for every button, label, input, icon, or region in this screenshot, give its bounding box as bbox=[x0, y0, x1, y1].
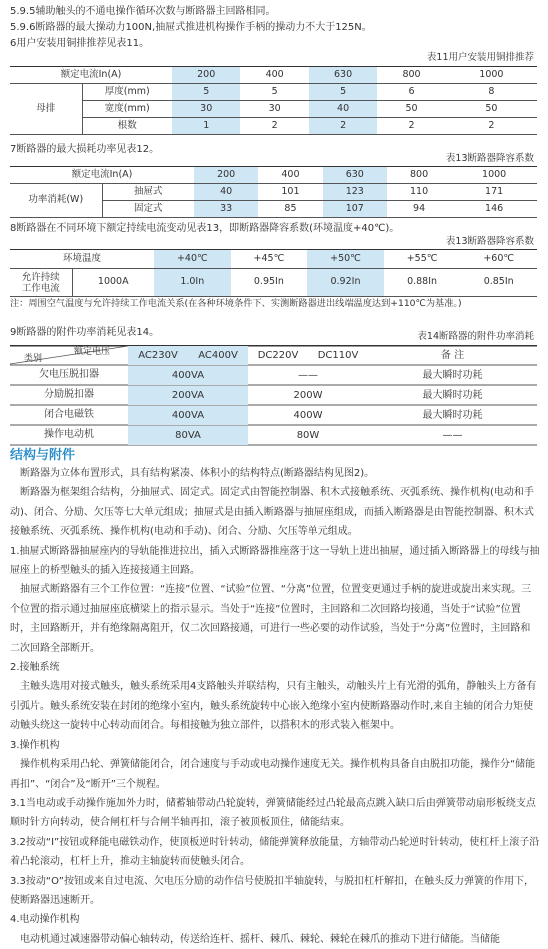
row-label: 厚度(mm) bbox=[82, 84, 172, 101]
rated-voltage-head: 额定电压 bbox=[74, 347, 111, 357]
ambient-temp-label: 环境温度 bbox=[10, 250, 154, 269]
table-row bbox=[10, 250, 537, 269]
table-cell: 40 bbox=[309, 101, 377, 118]
table-cell: +60℃ bbox=[460, 250, 537, 269]
paragraph: 3.1当电动或手动操作施加外力时，储蓄轴带动凸轮旋转，弹簧储能经过凸轮最高点跳入缺口后由弹簧带动扇形板绕支点顺时针方向转动，使合闸杠杆与合闸半轴再扣，滚子被顶板顶住，储能结束。 bbox=[10, 797, 536, 829]
table-cell: 85 bbox=[258, 201, 322, 218]
table-cell: +55℃ bbox=[384, 250, 461, 269]
table-14-intro: 9断路器的附件功率消耗见表14。 bbox=[10, 327, 160, 338]
paragraph: 3.3按动“O”按钮或来自过电流、欠电压分励的动作信号使脱扣半轴旋转，与脱扣杠杆解扣，在触头反力弹簧的作用下，使断路器迅速断开。 bbox=[10, 875, 534, 906]
table-cell: 40 bbox=[194, 184, 258, 201]
table-cell: 80W bbox=[296, 430, 320, 441]
table-cell: 2 bbox=[446, 118, 537, 135]
section-body bbox=[10, 464, 540, 949]
paragraph: 主触头选用对接式触头，触头系统采用4支路触头并联结构，只有主触头，动触头片上有光滑的弧角，静触头上方备有引弧片。触头系统安装在封闭的绝缘小室内，触头系统旋转中心嵌入绝缘小室内使断路器动作时,来自主轴的闭合力矩使动触头绕这一旋转中心转动而闭合。每相接触为独立部件，以搭积木的形式装入框架中。 bbox=[10, 681, 537, 732]
table-cell: 2 bbox=[377, 118, 445, 135]
table-12-intro: 7断路器的最大损耗功率见表12。 bbox=[10, 144, 160, 155]
paragraph: 断路器为框架组合结构，分抽屉式、固定式。固定式由智能控制器、积木式接触系统、灭弧系统、操作机构(电动和手动)、闭合、分励、欠压等七大单元组成；抽屉式是由插入断路器与抽屉座组成，而插入断路器是由智能控制器、积木式接触系统、灭弧系统、操作机构(电动和手动)、闭合、分励、欠压等单元组成。 bbox=[10, 487, 534, 538]
table-cell: —— bbox=[442, 430, 463, 441]
table-cell: 5 bbox=[172, 84, 240, 101]
intro-line-1: 5.9.5辅助触头的不通电操作循环次数与断路器主回路相同。 bbox=[10, 6, 276, 17]
table-cell: 171 bbox=[451, 184, 537, 201]
row-label: 宽度(mm) bbox=[82, 101, 172, 118]
table-cell: 800 bbox=[387, 167, 451, 184]
table-cell: 50 bbox=[377, 101, 445, 118]
table-cell: 33 bbox=[194, 201, 258, 218]
table-11-caption: 表11用户安装用铜排推荐 bbox=[426, 52, 534, 63]
table-cell: 200 bbox=[172, 67, 240, 84]
table-13-note: 注：周围空气温度与允许持续工作电流关系(在各种环境条件下、实测断路器进出线端温度达到+110℃为基准。) bbox=[10, 298, 462, 309]
table-cell: 400W bbox=[293, 410, 323, 421]
table-11 bbox=[10, 66, 537, 135]
table-cell: 5 bbox=[309, 84, 377, 101]
table-cell: 101 bbox=[258, 184, 322, 201]
table-14-caption: 表14断路器的附件功率消耗 bbox=[417, 331, 534, 342]
table-12 bbox=[10, 166, 537, 218]
table-cell: +40℃ bbox=[154, 250, 231, 269]
table-cell: 200VA bbox=[128, 386, 248, 405]
table-cell: 1.0In bbox=[154, 269, 231, 297]
row-label: 闭合电磁铁 bbox=[44, 409, 94, 420]
table-cell: 2 bbox=[309, 118, 377, 135]
table-cell: 最大瞬时功耗 bbox=[422, 370, 483, 381]
allowed-current-label-1: 允许持续 bbox=[21, 271, 60, 283]
table-cell: 6 bbox=[377, 84, 445, 101]
table-cell: 2 bbox=[240, 118, 308, 135]
paragraph: 操作机构采用凸轮、弹簧储能闭合，闭合速度与手动或电动操作速度无关。操作机构具备自由脱扣功能，操作分“储能再扣”、“闭合”及“断开”三个规程。 bbox=[10, 759, 536, 790]
table-cell: 400 bbox=[258, 167, 322, 184]
paragraph: 3.2按动“I”按钮或释能电磁铁动作，使顶板逆时针转动，储能弹簧释放能量，方轴带动凸轮逆时针转动，使杠杆上滚子沿着凸轮滚动，杠杆上升，推动主轴旋转而使触头闭合。 bbox=[10, 836, 540, 868]
allowed-current-label-2: 工作电流 bbox=[21, 282, 60, 294]
table-cell: 5 bbox=[240, 84, 308, 101]
row-label: 操作电动机 bbox=[44, 429, 94, 440]
rated-current-label: 额定电流In(A) bbox=[10, 67, 172, 84]
table-14 bbox=[10, 345, 537, 452]
table-row bbox=[10, 84, 537, 101]
table-cell: 107 bbox=[323, 201, 387, 218]
table-row bbox=[10, 184, 537, 201]
section-title: 结构与附件 bbox=[10, 448, 76, 463]
table-cell: +50℃ bbox=[307, 250, 384, 269]
row-label: 分励脱扣器 bbox=[44, 389, 94, 400]
table-row bbox=[10, 167, 537, 184]
row-label: 根数 bbox=[82, 118, 172, 135]
table-cell: 200 bbox=[194, 167, 258, 184]
table-12-caption: 表13断路器降容系数 bbox=[445, 153, 534, 164]
table-13-caption: 表13断路器降容系数 bbox=[445, 236, 534, 247]
paragraph: 抽屉式断路器有三个工作位置：“连接”位置、“试验”位置、“分离”位置，位置变更通过手柄的旋进或旋出来实现。三个位置的指示通过抽屉座底横梁上的指示显示。当处于“连接”位置时，主回路和二次回路均接通，当处于“试验”位置时，主回路断开，并有绝缘隔离阻开，仅二次回路接通，可进行一些必要的动作试验，当处于“分离”位置时，主回路和二次回路全部断开。 bbox=[10, 584, 532, 654]
table-cell: 1 bbox=[172, 118, 240, 135]
table-cell: 0.85In bbox=[460, 269, 537, 297]
rated-current-label: 额定电流In(A) bbox=[10, 167, 194, 184]
table-cell: 30 bbox=[172, 101, 240, 118]
table-cell: 94 bbox=[387, 201, 451, 218]
paragraph: 电动机通过减速器带动偏心轴转动，传送给连杆、摇杆、棘爪、棘轮、棘轮在棘爪的推动下进行储能。当储能 bbox=[10, 933, 500, 945]
table-cell: 146 bbox=[451, 201, 537, 218]
rated-current: 1000A bbox=[72, 269, 154, 297]
table-row bbox=[10, 67, 537, 84]
power-loss-label: 功率消耗(W) bbox=[10, 184, 102, 218]
table-13-intro: 8断路器在不同环境下额定持续电流变动见表13，即断路器降容系数(环境温度+40℃)。 bbox=[10, 223, 400, 234]
paragraph: 3.操作机构 bbox=[10, 739, 60, 751]
row-label: 固定式 bbox=[102, 201, 194, 218]
intro-line-3: 6用户安装用铜排推荐见表11。 bbox=[10, 38, 150, 49]
table-13 bbox=[10, 249, 537, 297]
col-ac400: AC400V bbox=[188, 346, 248, 365]
col-dc110: DC110V bbox=[317, 350, 359, 361]
col-ac230: AC230V bbox=[128, 346, 188, 365]
table-cell: 30 bbox=[240, 101, 308, 118]
table-cell: 80VA bbox=[128, 426, 248, 445]
table-cell: 400VA bbox=[128, 366, 248, 385]
col-dc220: DC220V bbox=[257, 350, 299, 361]
table-cell: 400 bbox=[240, 67, 308, 84]
table-cell: +45℃ bbox=[231, 250, 308, 269]
table-cell: 800 bbox=[377, 67, 445, 84]
table-cell: 110 bbox=[387, 184, 451, 201]
table-cell: 最大瞬时功耗 bbox=[422, 390, 483, 401]
busbar-label: 母排 bbox=[10, 84, 82, 135]
table-row bbox=[10, 101, 537, 118]
category-head: 类别 bbox=[24, 354, 43, 364]
table-cell: 0.88In bbox=[384, 269, 461, 297]
paragraph: 2.接触系统 bbox=[10, 662, 60, 674]
table-cell: 8 bbox=[446, 84, 537, 101]
table-cell: 1000 bbox=[451, 167, 537, 184]
table-cell: 123 bbox=[323, 184, 387, 201]
table-cell: 最大瞬时功耗 bbox=[422, 410, 483, 421]
table-cell: 200W bbox=[293, 390, 323, 401]
paragraph: 4.电动操作机构 bbox=[10, 914, 80, 926]
table-cell: 630 bbox=[323, 167, 387, 184]
paragraph: 1.抽屉式断路器抽屉座内的导轨能推进拉出，插入式断路器推座落于这一导轨上进出抽屉，通过插入断路器上的母线与抽屉座上的桥型触头的插入连接接通主回路。 bbox=[10, 545, 540, 577]
table-cell: 1000 bbox=[446, 67, 537, 84]
intro-line-2: 5.9.6断路器的最大操动力100N,抽屉式推进机构操作手柄的操动力不大于125N。 bbox=[10, 22, 372, 33]
row-label: 欠电压脱扣器 bbox=[39, 369, 99, 380]
table-cell: —— bbox=[298, 370, 318, 381]
table-row bbox=[10, 269, 537, 297]
paragraph: 断路器为立体布置形式，具有结构紧凑、体积小的结构特点(断路器结构见图2)。 bbox=[10, 468, 375, 479]
table-cell: 0.95In bbox=[231, 269, 308, 297]
table-row bbox=[10, 118, 537, 135]
table-cell: 0.92In bbox=[307, 269, 384, 297]
table-cell: 400VA bbox=[128, 406, 248, 425]
allowed-current-label bbox=[10, 269, 72, 297]
row-label: 抽屉式 bbox=[102, 184, 194, 201]
col-remark: 备 注 bbox=[440, 350, 465, 361]
table-cell: 50 bbox=[446, 101, 537, 118]
table-cell: 630 bbox=[309, 67, 377, 84]
